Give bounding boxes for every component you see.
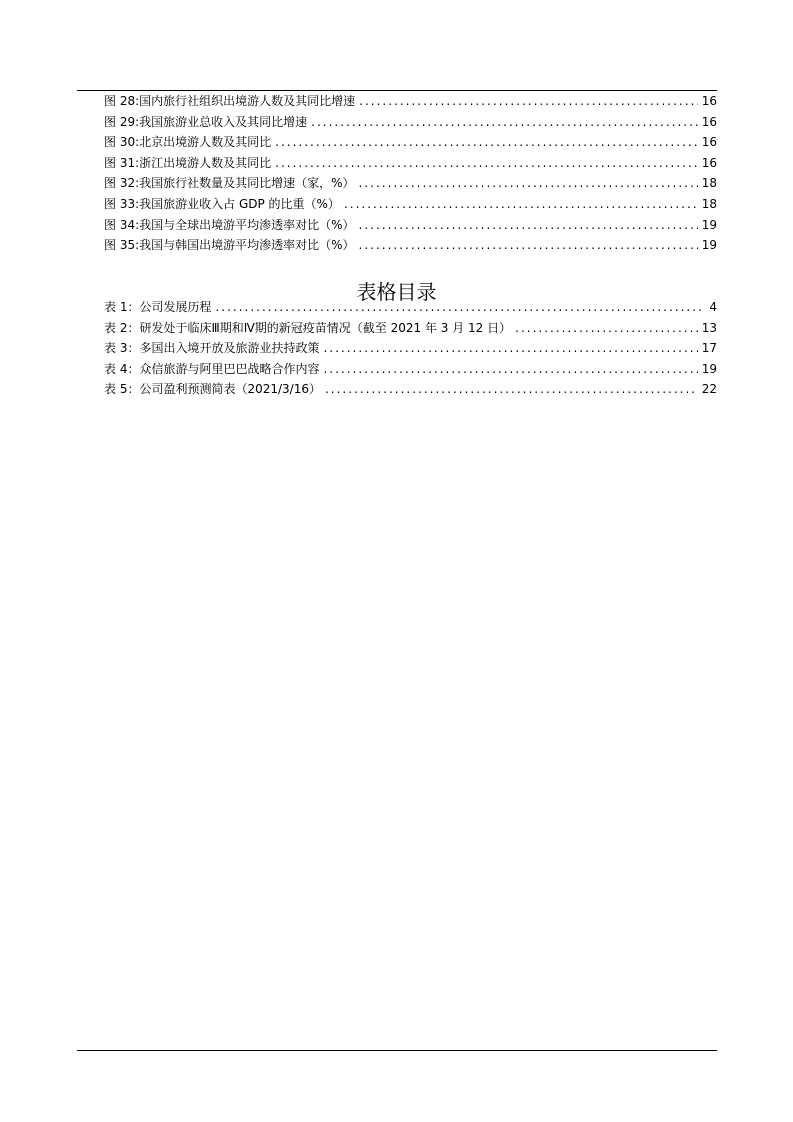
toc-entry-label: 图 31:浙江出境游人数及其同比 xyxy=(104,155,272,170)
dot-leader xyxy=(275,153,698,174)
toc-entry-figure-31[interactable] xyxy=(104,153,717,174)
bottom-rule xyxy=(77,1050,717,1051)
toc-entry-page: 4 xyxy=(709,300,717,314)
dot-leader xyxy=(359,173,698,194)
toc-entry-table-2[interactable] xyxy=(104,318,717,339)
dot-leader xyxy=(275,132,698,153)
toc-entry-label: 图 34:我国与全球出境游平均渗透率对比（%） xyxy=(104,217,355,232)
dot-leader xyxy=(215,297,705,318)
toc-entry-table-4[interactable] xyxy=(104,359,717,380)
toc-entry-label: 图 28:国内旅行社组织出境游人数及其同比增速 xyxy=(104,94,356,108)
dot-leader xyxy=(359,215,698,236)
toc-entry-page: 18 xyxy=(701,176,717,191)
tables-section-title: 表格目录 xyxy=(356,279,437,304)
toc-entry-label: 图 35:我国与韩国出境游平均渗透率对比（%） xyxy=(104,238,355,253)
dot-leader xyxy=(515,318,698,339)
toc-entry-figure-32[interactable] xyxy=(104,173,717,194)
toc-entry-label: 图 32:我国旅行社数量及其同比增速（家，%） xyxy=(104,176,355,191)
dot-leader xyxy=(311,112,698,133)
toc-entry-page: 19 xyxy=(701,361,717,376)
toc-entry-page: 22 xyxy=(701,382,717,397)
dot-leader xyxy=(344,194,698,215)
toc-entry-page: 19 xyxy=(701,238,717,253)
toc-entry-figure-35[interactable] xyxy=(104,235,717,256)
dot-leader xyxy=(359,235,698,256)
toc-entry-label: 图 33:我国旅游业收入占 GDP 的比重（%） xyxy=(104,196,340,211)
toc-entry-page: 17 xyxy=(701,341,717,356)
figure-list xyxy=(104,91,717,256)
toc-entry-figure-29[interactable] xyxy=(104,112,717,133)
toc-entry-page: 13 xyxy=(701,320,717,335)
toc-entry-label: 表 4：众信旅游与阿里巴巴战略合作内容 xyxy=(104,361,320,376)
toc-entry-figure-30[interactable] xyxy=(104,132,717,153)
dot-leader xyxy=(325,379,698,400)
table-list xyxy=(104,297,717,400)
toc-entry-label: 图 30:北京出境游人数及其同比 xyxy=(104,135,272,150)
toc-entry-figure-28[interactable] xyxy=(104,91,717,112)
toc-entry-page: 16 xyxy=(701,155,717,170)
toc-entry-label: 表 3：多国出入境开放及旅游业扶持政策 xyxy=(104,341,320,356)
dot-leader xyxy=(323,338,697,359)
toc-entry-page: 18 xyxy=(701,196,717,211)
toc-entry-page: 19 xyxy=(701,217,717,232)
toc-entry-page: 16 xyxy=(701,94,717,108)
dot-leader xyxy=(359,91,698,112)
toc-entry-figure-33[interactable] xyxy=(104,194,717,215)
toc-entry-label: 表 1：公司发展历程 xyxy=(104,300,212,314)
toc-entry-figure-34[interactable] xyxy=(104,215,717,236)
toc-entry-label: 表 2：研发处于临床Ⅲ期和Ⅳ期的新冠疫苗情况（截至 2021 年 3 月 12 日） xyxy=(104,320,512,335)
toc-entry-table-3[interactable] xyxy=(104,338,717,359)
toc-entry-label: 图 29:我国旅游业总收入及其同比增速 xyxy=(104,114,308,129)
toc-entry-table-5[interactable] xyxy=(104,379,717,400)
toc-entry-table-1[interactable] xyxy=(104,297,717,318)
toc-entry-label: 表 5：公司盈利预测简表（2021/3/16） xyxy=(104,382,321,397)
toc-entry-page: 16 xyxy=(701,135,717,150)
toc-entry-page: 16 xyxy=(701,114,717,129)
dot-leader xyxy=(323,359,697,380)
